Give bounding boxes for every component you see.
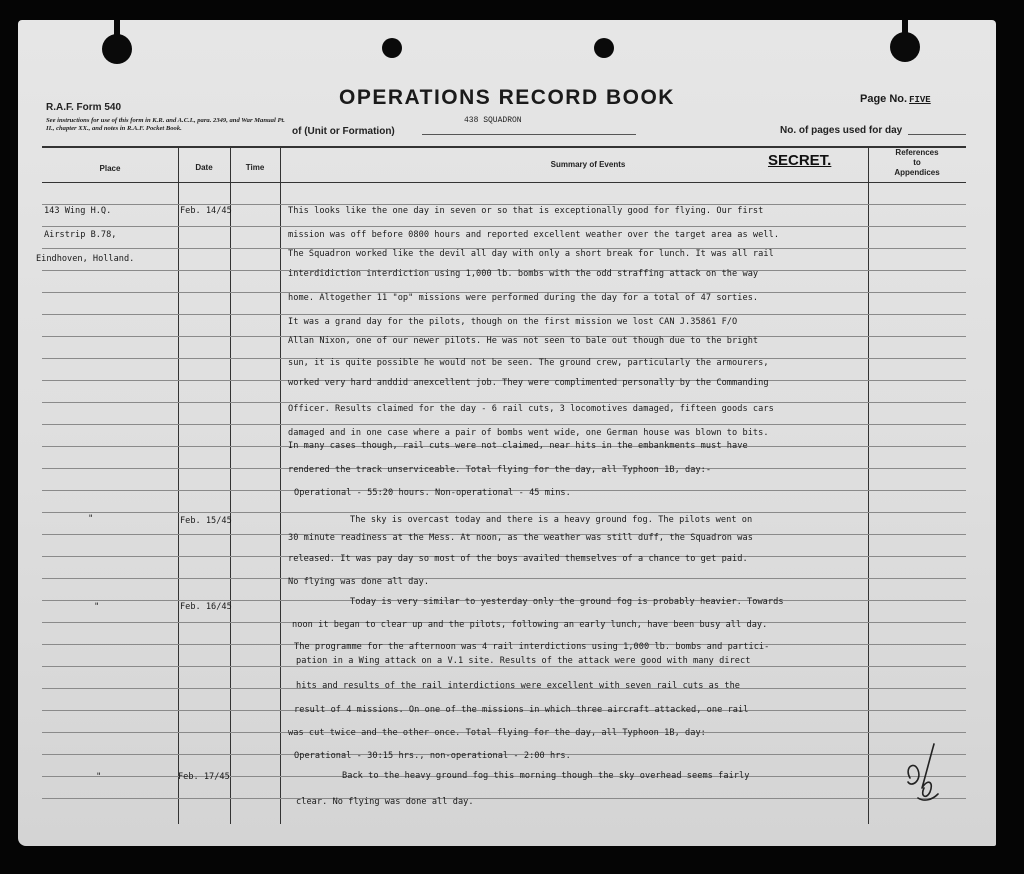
summary-line: Operational - 30:15 hrs., non-operational - 2:00 hrs. — [294, 751, 571, 761]
unit-label: of (Unit or Formation) — [292, 126, 395, 137]
summary-line: rendered the track unserviceable. Total flying for the day, all Typhoon 1B, day:- — [288, 465, 712, 475]
summary-line: This looks like the one day in seven or so that is exceptionally good for flying. Our first — [288, 206, 764, 216]
summary-line: released. It was pay day so most of the boys availed themselves of a chance to get paid. — [288, 554, 748, 564]
summary-line: noon it began to clear up and the pilots, following an early lunch, have been busy all day. — [292, 620, 768, 630]
entry-date: Feb. 14/45 — [180, 206, 232, 216]
binder-notch-left — [114, 20, 120, 38]
summary-line: It was a grand day for the pilots, though on the first mission we lost CAN J.35861 F/O — [288, 317, 738, 327]
summary-line: damaged and in one case where a pair of bombs went wide, one German house was blown to bits. — [288, 428, 769, 438]
summary-line: In many cases though, rail cuts were not claimed, near hits in the embankments must have — [288, 441, 748, 451]
page-number-label: Page No. — [860, 93, 908, 105]
ditto-mark: " — [88, 514, 94, 524]
ruled-line — [42, 402, 966, 403]
ruled-line — [42, 424, 966, 425]
page-number-value: FIVE — [909, 95, 931, 105]
column-header-date: Date — [195, 163, 213, 172]
summary-line: Officer. Results claimed for the day - 6 rail cuts, 3 locomotives damaged, fifteen goods cars — [288, 404, 774, 414]
summary-line: home. Altogether 11 "op" missions were performed during the day for a total of 47 sorties. — [288, 293, 759, 303]
summary-line: pation in a Wing attack on a V.1 site. Results of the attack were good with many direct — [296, 656, 751, 666]
ruled-line — [42, 314, 966, 315]
ruled-line — [42, 798, 966, 799]
table-top-border — [42, 146, 966, 148]
summary-line: sun, it is quite possible he would not be seen. The ground crew, particularly the armourers, — [288, 358, 769, 368]
entry-date: Feb. 15/45 — [180, 516, 232, 526]
summary-line: Operational - 55:20 hours. Non-operational - 45 mins. — [294, 488, 571, 498]
pages-used-label: No. of pages used for day — [780, 125, 903, 136]
column-header-time: Time — [245, 163, 265, 172]
ditto-mark: " — [96, 772, 102, 782]
ditto-mark: " — [94, 602, 100, 612]
references-header-border — [868, 182, 966, 183]
place-line: Airstrip B.78, — [44, 230, 117, 240]
summary-line: Back to the heavy ground fog this morning though the sky overhead seems fairly — [342, 771, 750, 781]
record-sheet — [18, 20, 996, 846]
entry-date: Feb. 16/45 — [180, 602, 232, 612]
column-header-summary: Summary of Events — [550, 160, 626, 169]
ruled-line — [42, 226, 966, 227]
ruled-line — [42, 512, 966, 513]
place-line: 143 Wing H.Q. — [44, 206, 112, 216]
summary-line: The programme for the afternoon was 4 rail interdictions using 1,000 lb. bombs and partici- — [294, 642, 770, 652]
unit-value: 438 SQUADRON — [464, 116, 522, 125]
summary-line: mission was off before 0800 hours and reported excellent weather over the target area as well. — [288, 230, 780, 240]
summary-line: was cut twice and the other once. Total flying for the day, all Typhoon 1B, day: — [288, 728, 706, 738]
summary-line: The Squadron worked like the devil all day with only a short break for lunch. It was all rail — [288, 249, 774, 259]
pages-used-underline — [908, 134, 966, 135]
column-header-references: References to Appendices — [894, 148, 940, 177]
summary-line: interdidiction interdiction using 1,000 lb. bombs with the odd straffing attack on the way — [288, 269, 759, 279]
binder-hole-right — [890, 32, 920, 62]
unit-underline — [422, 134, 636, 135]
summary-line: worked very hard anddid anexcellent job. They were complimented personally by the Commanding — [288, 378, 769, 388]
summary-line: clear. No flying was done all day. — [296, 797, 474, 807]
entry-date: Feb. 17/45 — [178, 772, 230, 782]
summary-line: The sky is overcast today and there is a heavy ground fog. The pilots went on — [350, 515, 753, 525]
summary-line: 30 minute readiness at the Mess. At noon, as the weather was still duff, the Squadron was — [288, 533, 753, 543]
form-number: R.A.F. Form 540 — [46, 102, 122, 113]
summary-line: hits and results of the rail interdictions were excellent with seven rail cuts as the — [296, 681, 741, 691]
ruled-line — [42, 578, 966, 579]
binder-hole-center-right — [594, 38, 614, 58]
binder-hole-left — [102, 34, 132, 64]
summary-line: Today is very similar to yesterday only the ground fog is probably heavier. Towards — [350, 597, 784, 607]
binder-hole-center-left — [382, 38, 402, 58]
page-number — [860, 93, 931, 105]
form-instructions: See instructions for use of this form in K.R. and A.C.I., para. 2349, and War Manual Pt. II., chapter XX., and notes in R.A.F. Pocket Book. — [46, 117, 285, 132]
secret-marking: SECRET. — [768, 152, 832, 169]
place-line: Eindhoven, Holland. — [36, 254, 135, 264]
header-bottom-border — [42, 182, 868, 183]
initials-signature — [900, 738, 944, 810]
page-title: OPERATIONS RECORD BOOK — [339, 86, 675, 109]
column-header-place: Place — [99, 164, 121, 173]
ruled-line — [42, 204, 966, 205]
summary-line: Allan Nixon, one of our newer pilots. He was not seen to bale out though due to the bright — [288, 336, 759, 346]
summary-line: No flying was done all day. — [288, 577, 430, 587]
ruled-line — [42, 666, 966, 667]
binder-notch-right — [902, 20, 908, 36]
summary-line: result of 4 missions. On one of the missions in which three aircraft attacked, one rail — [294, 705, 749, 715]
